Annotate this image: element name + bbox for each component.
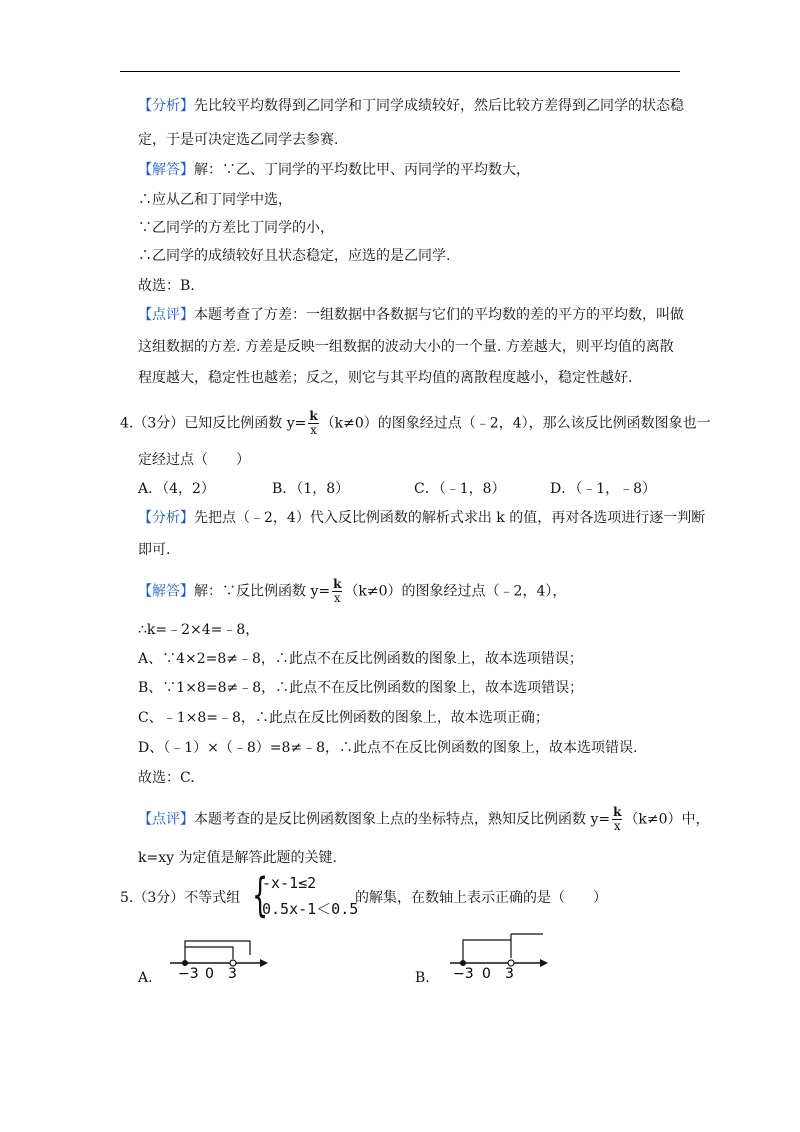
- q4-answer-line-6: D、（﹣1）×（﹣8）=8≠﹣8，∴此点不在反比例函数的图象上，故本选项错误.: [138, 740, 638, 756]
- tick-label-3: 3: [228, 966, 237, 980]
- solution-bracket-upper: [185, 941, 250, 963]
- tick-label-3: 3: [505, 966, 514, 980]
- q3-answer-line-3: ∵乙同学的方差比丁同学的小，: [138, 220, 334, 236]
- arrow-icon: [260, 959, 268, 967]
- q4-answer-line-2: ∴k=﹣2×4=﹣8，: [138, 622, 260, 638]
- q4-comment-suffix: （k≠0）中，: [624, 811, 710, 828]
- solution-bracket-left: [463, 940, 511, 963]
- q3-comment-line-2: 这组数据的方差. 方差是反映一组数据的波动大小的一个量. 方差越大，则平均值的离散: [138, 339, 674, 355]
- tick-label-neg3: −3: [178, 966, 199, 980]
- q4-answer-line-4: B、∵1×8=8≠﹣8，∴此点不在反比例函数的图象上，故本选项错误；: [138, 680, 584, 696]
- q3-analysis-text: 先比较平均数得到乙同学和丁同学成绩较好，然后比较方差得到乙同学的状态稳: [194, 98, 684, 114]
- q3-comment-line-3: 程度越大，稳定性也越差；反之，则它与其平均值的离散程度越小，稳定性越好.: [138, 370, 633, 386]
- q4-stem-suffix: （k≠0）的图象经过点（﹣2，4），那么该反比例函数图象也一: [320, 415, 711, 432]
- q4-answer-line-1: [138, 578, 566, 605]
- q4-comment-line-1: [138, 806, 710, 833]
- q4-answer-line-7: 故选：C.: [138, 770, 195, 786]
- q4-answer-line-5: C、﹣1×8=﹣8，∴此点在反比例函数的图象上，故本选项正确；: [138, 710, 549, 726]
- solution-bracket-lower: [185, 947, 233, 959]
- q5-option-a-label: A.: [138, 970, 153, 986]
- header-rule: [120, 71, 680, 72]
- fraction-numerator: k: [613, 805, 622, 819]
- arrow-icon: [540, 959, 548, 967]
- q4-stem-prefix: 4.（3分）已知反比例函数 y=: [120, 415, 307, 432]
- analysis-tag: 【分析】: [138, 98, 194, 114]
- q3-answer-line-5: 故选：B.: [138, 278, 195, 294]
- fraction-denominator: x: [613, 819, 621, 833]
- answer-tag: 【解答】: [138, 162, 194, 178]
- q4-option-a: A．（4，2）: [138, 481, 215, 497]
- fraction-numerator: k: [309, 409, 318, 423]
- q5-option-b-label: B.: [415, 970, 430, 986]
- q4-comment-prefix: 本题考查的是反比例函数图象上点的坐标特点，熟知反比例函数 y=: [194, 811, 611, 828]
- q3-answer-line-4: ∴乙同学的成绩较好且状态稳定，应选的是乙同学.: [138, 248, 451, 264]
- q3-answer-text: 解：∵乙、丁同学的平均数比甲、丙同学的平均数大，: [194, 162, 530, 178]
- q3-answer-line-1: [138, 160, 530, 180]
- q3-comment-text: 本题考查了方差：一组数据中各数据与它们的平均数的差的平方的平均数，叫做: [194, 307, 684, 323]
- q3-analysis-line-2: 定，于是可决定选乙同学去参赛.: [138, 132, 339, 148]
- q4-answer-prefix: 解：∵反比例函数 y=: [194, 583, 331, 600]
- q5-stem-prefix: 5.（3分）不等式组: [120, 890, 241, 906]
- q3-analysis-line-1: [138, 96, 684, 116]
- number-line-b: [445, 930, 555, 980]
- analysis-tag: 【分析】: [138, 510, 194, 526]
- q5-stem-suffix: 的解集，在数轴上表示正确的是（ ）: [355, 890, 607, 906]
- q3-answer-line-2: ∴应从乙和丁同学中选，: [138, 192, 292, 208]
- q3-comment-line-1: [138, 305, 684, 325]
- fraction-denominator: x: [333, 591, 341, 605]
- brace-symbol: {: [252, 868, 269, 922]
- fraction: [332, 578, 342, 605]
- fraction-numerator: k: [333, 577, 342, 591]
- q4-option-c: C．（﹣1，8）: [414, 481, 506, 497]
- comment-tag: 【点评】: [138, 307, 194, 323]
- q4-comment-line-2: k=xy 为定值是解答此题的关键.: [138, 850, 337, 866]
- q4-option-d: D．（﹣1，﹣8）: [550, 481, 657, 497]
- q4-option-b: B．（1，8）: [272, 481, 350, 497]
- fraction-denominator: x: [310, 423, 317, 437]
- number-line-a: [165, 935, 275, 980]
- inequality-2: 0.5x-1＜0.5: [262, 900, 359, 918]
- fraction: [612, 806, 622, 833]
- tick-label-0: 0: [205, 966, 214, 980]
- q4-stem-line-2: 定经过点（ ）: [138, 452, 250, 468]
- q4-answer-line-3: A、∵4×2=8≠﹣8，∴此点不在反比例函数的图象上，故本选项错误；: [138, 651, 583, 667]
- comment-tag: 【点评】: [138, 811, 194, 828]
- tick-label-0: 0: [482, 966, 491, 980]
- q4-answer-suffix: （k≠0）的图象经过点（﹣2，4），: [344, 583, 567, 600]
- q4-analysis-line-2: 即可.: [138, 542, 171, 558]
- tick-label-neg3: −3: [453, 966, 474, 980]
- q4-analysis-text: 先把点（﹣2，4）代入反比例函数的解析式求出 k 的值，再对各选项进行逐一判断: [194, 510, 706, 526]
- answer-tag: 【解答】: [138, 583, 194, 600]
- inequality-1: -x-1≤2: [262, 874, 317, 892]
- q4-analysis-line-1: [138, 508, 705, 528]
- q4-stem-line-1: [120, 410, 711, 437]
- fraction: [308, 410, 318, 437]
